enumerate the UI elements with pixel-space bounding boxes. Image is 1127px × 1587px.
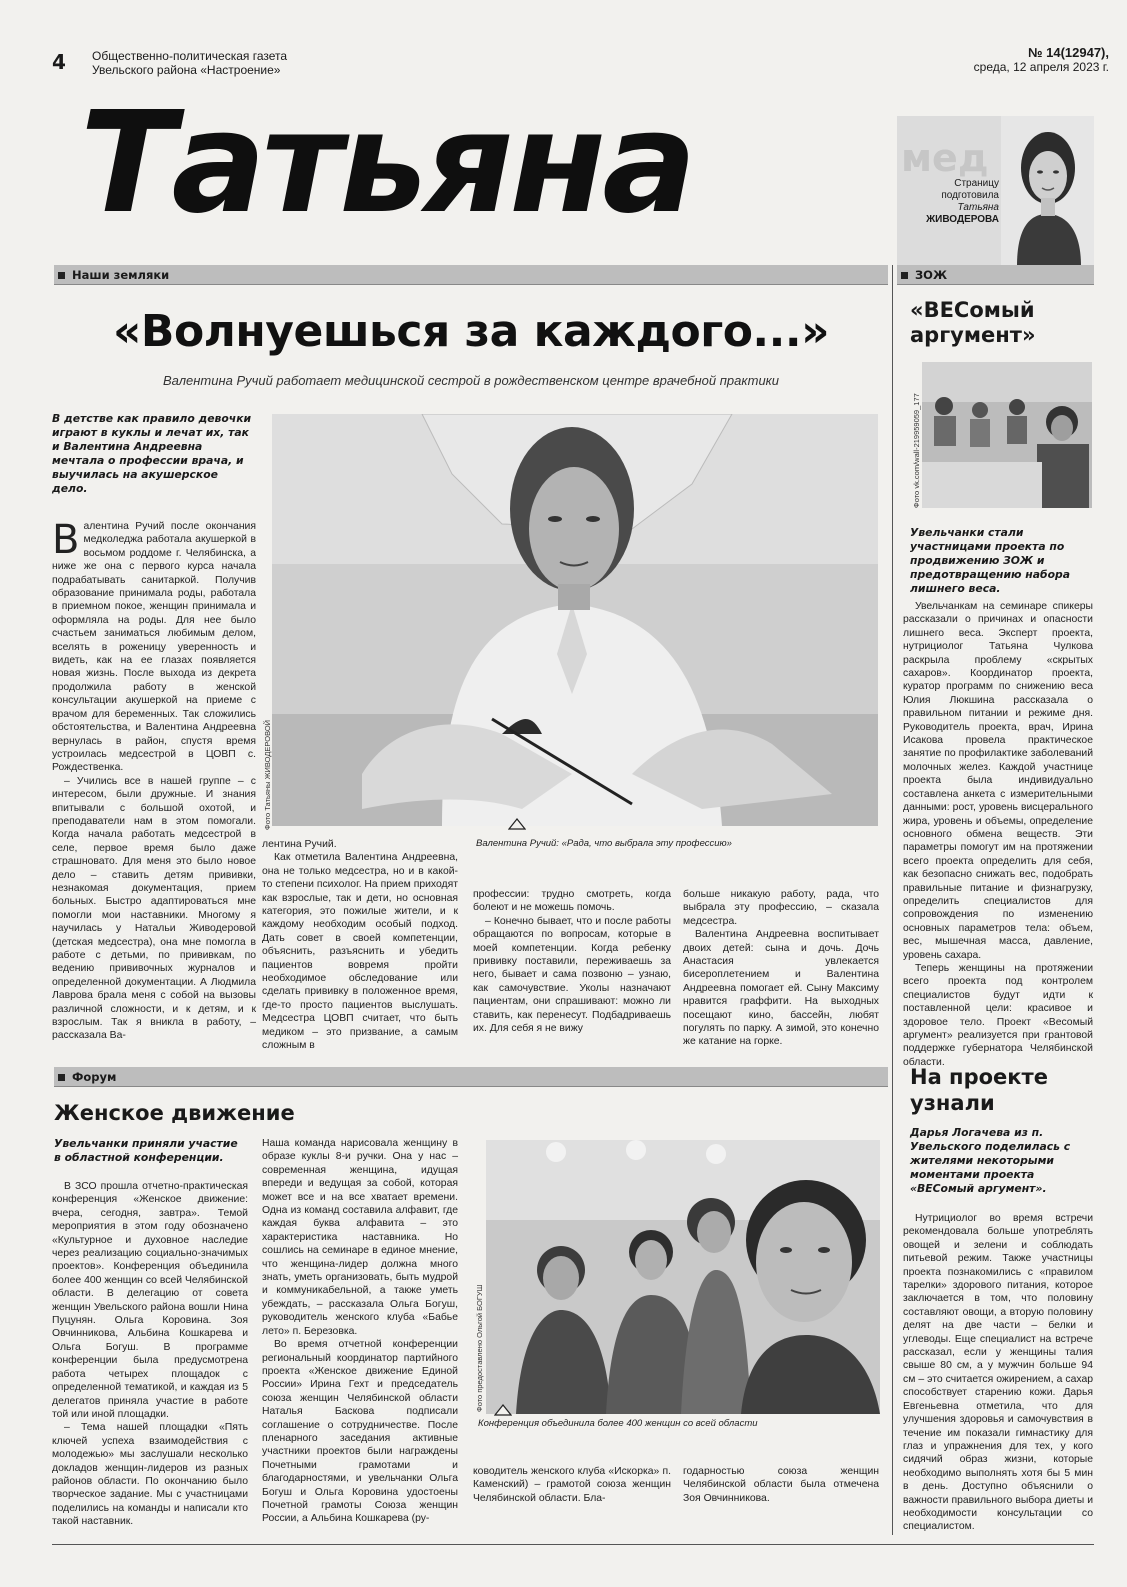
- zozh-photo: [922, 362, 1092, 508]
- rubric-zozh: ЗОЖ: [897, 265, 1094, 285]
- prepared-line2: подготовила: [941, 190, 999, 201]
- main-lead: В детстве как правило девочки играют в куклы и лечат их, так и Валентина Андреевна мечтала о профессии врача, и выучилась на акушерское дело.: [52, 412, 252, 495]
- main-col2: [262, 838, 458, 1053]
- bottom-rule: [52, 1544, 1094, 1545]
- main-col2-p0: лентина Ручий.: [262, 839, 337, 850]
- forum-col3-p0: ководитель женского клуба «Искорка» п. Каменский) – грамотой союза женщин Челябинской области. Бла-: [473, 1466, 671, 1504]
- main-photo: [272, 414, 878, 826]
- main-col4-p0: больше никакую работу, рада, что выбрала эту профессию, – сказала медсестра.: [683, 889, 879, 927]
- forum-photo-image: [486, 1140, 880, 1414]
- project-body: [903, 1212, 1093, 1534]
- masthead-title: Татьяна: [80, 82, 693, 245]
- paper-name: [92, 49, 287, 77]
- paper-name-line2: Увельского района «Настроение»: [92, 63, 281, 77]
- prepared-by-panel: [897, 116, 1094, 266]
- main-photo-caption: Валентина Ручий: «Рада, что выбрала эту профессию»: [476, 838, 732, 849]
- main-col4-p1: Валентина Андреевна воспитывает двоих детей: сына и дочь. Дочь Анастасия увлекается бисероплетением и Валентина Андреевна помогает ей. Сыну Максиму нравится граффити. На выходных посещают кино, бассейн, любят погулять по парку. А зимой, это конечно же катание на горке.: [683, 929, 879, 1048]
- forum-photo: [486, 1140, 880, 1414]
- forum-col1: [52, 1180, 248, 1529]
- zozh-p1: Увельчанкам на семинаре спикеры рассказали о причинах и опасности лишнего веса. Эксперт проекта, нутрициолог Татьяна Чулкова раскрыла проблему «скрытых сахаров». Координатор проекта, куратор программ по снижению веса Юлия Люкшина рассказала о правильном питании и режиме дня. Руководитель проекта, врач, Ирина Исакова провела практическое занятие по профилактике заболеваний молочных желез. Каждой участнице проекта была индивидуально составлена анкета с измерительными данными: рост, уровень висцерального жира, уровень и объемы, определение основного обмена веществ. Эти параметры помогут им на протяжении всего проекта определить для себя, как безопасно снижать вес, подобрать правильные питание и физнагрузку, определить специалистов для сопровождения по изменению основных параметров тела: объем, вес, мышечная масса, давление, уровень сахара.: [903, 601, 1093, 961]
- author-portrait: [1001, 116, 1094, 266]
- main-col3-p0: профессии: трудно смотреть, когда болеют и не можешь помочь.: [473, 889, 671, 914]
- main-photo-image: [272, 414, 878, 826]
- forum-col4-p0: годарностью союза женщин Челябинской области была отмечена Зоя Овчинникова.: [683, 1466, 879, 1504]
- prepared-by-text: [919, 178, 999, 226]
- project-headline: На проекте узнали: [910, 1065, 1048, 1115]
- zozh-headline: «ВЕСомый аргумент»: [910, 298, 1036, 347]
- caption-triangle-icon: [508, 818, 526, 830]
- main-photo-credit: Фото Татьяны ЖИВОДЕРОВОЙ: [263, 719, 272, 830]
- forum-lead: Увельчанки приняли участие в областной конференции.: [54, 1137, 238, 1164]
- main-col3: [473, 888, 671, 1035]
- zozh-lead: Увельчанки стали участницами проекта по продвижению ЗОЖ и предотвращению набора лишнего веса.: [910, 526, 1071, 595]
- main-col1: [52, 517, 256, 1043]
- forum-col4: [683, 1465, 879, 1505]
- forum-col2-p2: Во время отчетной конференции региональный координатор партийного проекта «Женское движение Единой России» Ирина Гехт и председатель союза женщин Челябинской области Наталья Баскова подписали соглашение о сотрудничестве. После пленарного заседания активные участники проектов были награждены Почетными грамотами и благодарностями, и увельчанки Ольга Богуш и Ольга Коровина удостоены Почетной грамоты Союза женщин России, а Альбина Кошкарева (ру-: [262, 1339, 458, 1525]
- forum-photo-credit: Фото предоставлено Ольгой БОГУШ: [475, 1284, 484, 1412]
- page-number: 4: [52, 50, 66, 74]
- main-col4: [683, 888, 879, 1049]
- zozh-p2: Теперь женщины на протяжении всего проекта под контролем специалистов будут идти к поставленной цели: красивое и здоровое тело. Проект «Весомый аргумент» реализуется при грантовой поддержке губернатора Челябинской области.: [903, 962, 1093, 1068]
- rubric-our-countrymen: Наши земляки: [54, 265, 888, 285]
- forum-col1-p2: – Тема нашей площадки «Пять ключей успеха взаимодействия с молодежью» мы заслушали несколько докладов женщин-лидеров из разных районов области. По окончанию было творческое задание. Мы с участницами поделились на команды и написали кто такой наставник.: [52, 1422, 248, 1528]
- forum-col1-p1: В ЗСО прошла отчетно-практическая конференция «Женское движение: вчера, сегодня, завтра». Темой мероприятия в этом году обозначено «Культурное и духовное наследие через реализацию социально-значимых проектов». Конференция объединила более 400 женщин со всей Челябинской области. В делегацию от совета женщин Увельского района вошли Нина Пуцунян. Ольга Коровина. Зоя Овчинникова, Альбина Кошкарева и Ольга Богуш. В программе конференции была предусмотрена работа четырех площадок с определенной тематикой, и каждая из 5 делегатов приняла участие в работе той или иной площадки.: [52, 1181, 248, 1420]
- forum-headline: Женское движение: [54, 1101, 295, 1125]
- issue-info: [974, 45, 1109, 75]
- zozh-photo-image: [922, 362, 1092, 508]
- issue-number: № 14(12947),: [1028, 45, 1109, 60]
- project-lead: Дарья Логачева из п. Увельского поделилась с жителями некоторыми моментами проекта «ВЕСомый аргумент».: [910, 1126, 1071, 1195]
- rubric-forum: Форум: [54, 1067, 888, 1087]
- forum-col2-p1: Наша команда нарисовала женщину в образе куклы 8-и ручки. Она у нас – современная женщина, идущая впереди и ведущая за собой, которая может все и на все хватает времени. Одна из команд составила алфавит, где каждая буква алфавита – это характеристика наставника. Но сошлись на семинаре в единое мнение, что женщина-лидер должна много знать, уметь организовать, быть мудрой и коммуникабельной, а также уметь убеждать, – рассказала Ольга Богуш, руководитель женского клуба «Бабье лето» п. Березовка.: [262, 1138, 458, 1337]
- forum-caption-triangle-icon: [494, 1404, 512, 1416]
- issue-date: среда, 12 апреля 2023 г.: [973, 60, 1109, 74]
- main-col2-p1: Как отметила Валентина Андреевна, она не только медсестра, но и в какой-то степени психолог. На прием приходят как взрослые, так и дети, но основная категория, это пожилые жители, и к каждому необходим особый подход. Дать совет в своей компетенции, объяснить, разъяснить и убедить пациентов вовремя пройти необходимое обследование или сделать прививку в положенное время, где-то просто пациентов выслушать. Медсестра ЦОВП считает, что быть медиком – это призвание, а самым сложным в: [262, 852, 458, 1052]
- main-col1-p1: алентина Ручий после окончания медколеджа работала акушеркой в восьмом роддоме г. Челябинска, а ниже же она с первого курса начала подрабатывать санитаркой. Получив образование принимала роды, работала в приемном покое, женщин принимала и оформляла на роды. Для нее было счастьем заниматься любимым делом, вселять в роженицу уверенность и видеть, как на ее глазах появляется новая жизнь. После выхода из декрета продолжила работу в женской консультации акушеркой на приеме с врачом для беременных. Так сложились обстоятельства, и Валентина Андреевна вернулась в район, спустя время устроилась медсестрой в ЦОВП с. Рождественка.: [52, 521, 256, 774]
- zozh-photo-credit: Фото vk.com/wall-219959059_177: [912, 393, 921, 508]
- main-dropcap: В: [52, 517, 80, 563]
- forum-col3: [473, 1465, 671, 1505]
- main-headline: «Волнуешься за каждого...»: [112, 306, 829, 357]
- project-p1: Нутрициолог во время встречи рекомендовала больше употреблять овощей и зелени и соблюдать питьевой режим. Также участницы проекта познакомились с «правилом тарелки» здорового питания, которое заключается в том, что половину составляют овощи, а вторую половину делят на две части – белки и углеводы. Еще специалист на встрече рассказал, если у женщины талия свыше 80 см, а у мужчин больше 94 см – это считается ожирением, а сахар способствует старению кожи. Дарья Евгеньевна отметила, что для улучшения здоровья и самочувствия в течение им показали гимнастику для глаз и упражнения для тех, у кого сидячий образ жизни, которые необходимо выполнять хотя бы 5 мин в день. Доступно объяснили о важности правильного выбора диеты и необходимости консультации со специалистом.: [903, 1213, 1093, 1533]
- main-col3-p1: – Конечно бывает, что и после работы обращаются по вопросам, которые в моей компетенции. Когда ребенку прививку поставили, переживаешь за него, бывает и сама позвоню – узнаю, как самочувствие. Уколы назначают пациентам, они спрашивают: можно ли ставить, как перенесут. Подбадриваешь их. Для себя я не вижу: [473, 915, 671, 1035]
- main-subtitle: Валентина Ручий работает медицинской сестрой в рождественском центре врачебной практики: [162, 373, 780, 388]
- forum-photo-caption: Конференция объединила более 400 женщин со всей области: [478, 1418, 758, 1429]
- main-col1-p2: – Учились все в нашей группе – с интересом, были дружные. И знания впитывали с большой охотой, и преподаватели нам в этом помогали. Когда начала работать медсестрой в селе, первое время было даже страшновато. Для меня это было новое дело – ставить детям прививки, незнакомая документация, прием больных. Быстро адаптироваться мне помогли мои наставники. Многому я научилась у Натальи Живодеровой (детская медсестра), она мне помогла в работе с детьми, по прививкам, по ведению прививочных журналов и определенной документации. А Людмила Лаврова брала меня с собой на вызовы различной сложности, и к детям, и к взрослым. Так я вникла в работу, – рассказала Ва-: [52, 775, 256, 1042]
- forum-col2: [262, 1137, 458, 1526]
- prepared-name1: Татьяна: [957, 202, 999, 213]
- zozh-body: [903, 600, 1093, 1069]
- column-divider: [892, 265, 893, 1535]
- prepared-name2: ЖИВОДЕРОВА: [926, 214, 999, 225]
- prepared-line1: Страницу: [954, 178, 999, 189]
- paper-name-line1: Общественно-политическая газета: [92, 49, 288, 63]
- prepared-by-bg-text: мед: [901, 136, 989, 180]
